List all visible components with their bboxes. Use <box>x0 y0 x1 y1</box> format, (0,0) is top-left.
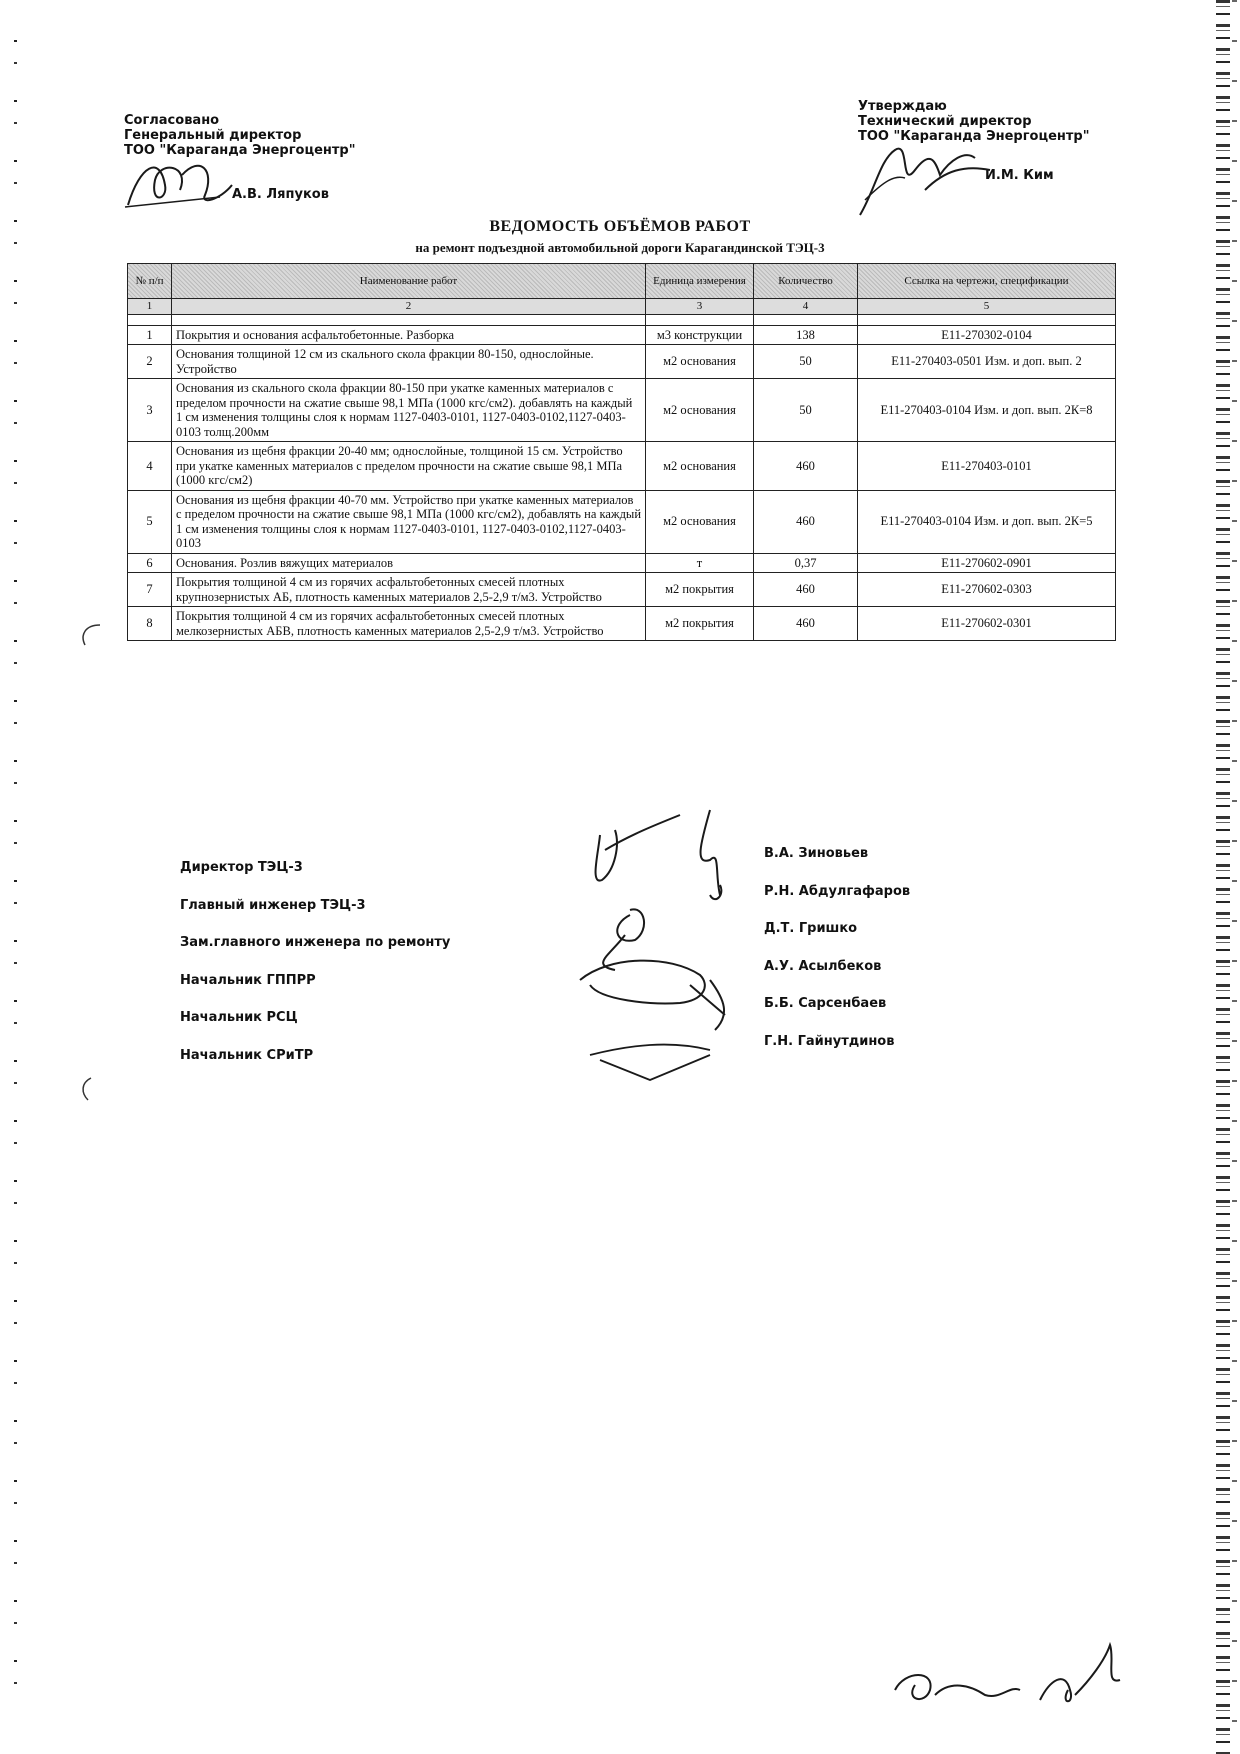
work-name-cell: Основания из щебня фракции 40-70 мм. Устройство при укатке каменных материалов с пределом прочности на сжатие свыше 98,1 МПа (1000 кгс/см2), добавлять на каждый 1 см изменения толщины слоя к нормам 1127-0403-0101, 1127-0403-0102,1127-0403-0103 <box>172 490 646 553</box>
quantity-cell: 460 <box>754 442 858 491</box>
col-number: 3 <box>646 299 754 315</box>
signatory-position: Директор ТЭЦ-3 <box>180 860 303 875</box>
approval-left-line3: ТОО "Караганда Энергоцентр" <box>124 143 356 158</box>
table-row <box>128 345 1116 379</box>
unit-cell: м2 основания <box>646 490 754 553</box>
header-ref: Ссылка на чертежи, спецификации <box>858 264 1116 299</box>
quantity-cell: 50 <box>754 379 858 442</box>
reference-cell: Е11-270403-0501 Изм. и доп. вып. 2 <box>858 345 1116 379</box>
reference-cell: Е11-270602-0301 <box>858 607 1116 641</box>
row-number-cell: 5 <box>128 490 172 553</box>
row-number-cell: 1 <box>128 325 172 345</box>
work-name-cell: Покрытия толщиной 4 см из горячих асфальтобетонных смесей плотных мелкозернистых АБВ, плотность каменных материалов 2,5-2,9 т/м3. Устройство <box>172 607 646 641</box>
table-row <box>128 573 1116 607</box>
unit-cell: м3 конструкции <box>646 325 754 345</box>
quantity-cell: 0,37 <box>754 553 858 573</box>
unit-cell: м2 покрытия <box>646 573 754 607</box>
work-name-cell: Основания из скального скола фракции 80-150 при укатке каменных материалов с пределом прочности на сжатие свыше 98,1 МПа (1000 кгс/см2). добавлять на каждый 1 см изменения толщины слоя к нормам 1127-0403-0101, 1127-0403-0102,1127-0403-0103 толщ.200мм <box>172 379 646 442</box>
signatory-position: Главный инженер ТЭЦ-3 <box>180 897 366 913</box>
signatory-name: Д.Т. Гришко <box>764 921 858 936</box>
quantity-cell: 460 <box>754 573 858 607</box>
reference-cell: Е11-270403-0101 <box>858 442 1116 491</box>
unit-cell: м2 основания <box>646 379 754 442</box>
scan-edge-right-marks <box>1232 0 1237 1754</box>
col-number: 2 <box>172 299 646 315</box>
signature-left <box>120 145 240 215</box>
signatory-name: Р.Н. Абдулгафаров <box>764 883 911 899</box>
positions-column <box>180 860 500 1085</box>
row-number-cell: 3 <box>128 379 172 442</box>
row-number-cell: 4 <box>128 442 172 491</box>
blank-row <box>128 314 1116 325</box>
margin-mark <box>75 620 105 650</box>
signatory-name: А.У. Асылбеков <box>764 958 882 974</box>
column-number-row <box>128 299 1116 315</box>
document-title: ВЕДОМОСТЬ ОБЪЁМОВ РАБОТ <box>489 218 751 235</box>
names-column <box>764 846 984 1071</box>
signatory-position: Зам.главного инженера по ремонту <box>180 935 451 950</box>
work-name-cell: Основания из щебня фракции 20-40 мм; однослойные, толщиной 15 см. Устройство при укатке каменных материалов с пределом прочности на сжатие свыше 98,1 МПа (1000 кгс/см2) <box>172 442 646 491</box>
col-number: 5 <box>858 299 1116 315</box>
scan-edge-left <box>14 40 17 1700</box>
signature-right <box>855 130 995 230</box>
reference-cell: Е11-270602-0303 <box>858 573 1116 607</box>
quantity-cell: 460 <box>754 490 858 553</box>
reference-cell: Е11-270602-0901 <box>858 553 1116 573</box>
quantity-cell: 460 <box>754 607 858 641</box>
approval-left-name: А.В. Ляпуков <box>232 187 329 202</box>
col-number: 4 <box>754 299 858 315</box>
reference-cell: Е11-270302-0104 <box>858 325 1116 345</box>
table-row <box>128 490 1116 553</box>
col-number: 1 <box>128 299 172 315</box>
signatory-name: Б.Б. Сарсенбаев <box>764 996 887 1011</box>
header-name: Наименование работ <box>172 264 646 299</box>
quantity-cell: 50 <box>754 345 858 379</box>
signatory-name: В.А. Зиновьев <box>764 846 869 861</box>
unit-cell: т <box>646 553 754 573</box>
signatures-committee <box>560 805 760 1105</box>
approval-right-line2: Технический директор <box>858 114 1032 129</box>
header-qty: Количество <box>754 264 858 299</box>
signatory-position: Начальник ГППРР <box>180 972 316 988</box>
approval-right-line3: ТОО "Караганда Энергоцентр" <box>858 129 1090 144</box>
reference-cell: Е11-270403-0104 Изм. и доп. вып. 2К=5 <box>858 490 1116 553</box>
header-unit: Единица измерения <box>646 264 754 299</box>
scan-edge-right <box>1216 0 1230 1754</box>
work-name-cell: Покрытия и основания асфальтобетонные. Разборка <box>172 325 646 345</box>
approval-right-line1: Утверждаю <box>858 99 947 114</box>
work-name-cell: Основания. Розлив вяжущих материалов <box>172 553 646 573</box>
document-subtitle: на ремонт подъездной автомобильной дороги Карагандинской ТЭЦ-3 <box>415 240 825 255</box>
unit-cell: м2 основания <box>646 442 754 491</box>
approval-right-name: И.М. Ким <box>985 168 1054 183</box>
table-row <box>128 379 1116 442</box>
row-number-cell: 7 <box>128 573 172 607</box>
table-header-row <box>128 264 1116 299</box>
page-initials <box>890 1640 1150 1720</box>
works-table <box>127 263 1116 641</box>
table-row <box>128 607 1116 641</box>
unit-cell: м2 основания <box>646 345 754 379</box>
quantity-cell: 138 <box>754 325 858 345</box>
work-name-cell: Покрытия толщиной 4 см из горячих асфальтобетонных смесей плотных крупнозернистых АБ, плотность каменных материалов 2,5-2,9 т/м3. Устройство <box>172 573 646 607</box>
signatory-name: Г.Н. Гайнутдинов <box>764 1033 895 1049</box>
margin-mark <box>76 1075 96 1105</box>
table-row <box>128 442 1116 491</box>
approval-left-line1: Согласовано <box>124 113 220 128</box>
signatory-position: Начальник СРиТР <box>180 1047 314 1063</box>
row-number-cell: 8 <box>128 607 172 641</box>
row-number-cell: 6 <box>128 553 172 573</box>
table-row <box>128 553 1116 573</box>
row-number-cell: 2 <box>128 345 172 379</box>
unit-cell: м2 покрытия <box>646 607 754 641</box>
signatory-position: Начальник РСЦ <box>180 1010 298 1025</box>
header-num: № п/п <box>128 264 172 299</box>
work-name-cell: Основания толщиной 12 см из скального скола фракции 80-150, однослойные. Устройство <box>172 345 646 379</box>
table-row <box>128 325 1116 345</box>
approval-left-line2: Генеральный директор <box>124 128 302 143</box>
reference-cell: Е11-270403-0104 Изм. и доп. вып. 2К=8 <box>858 379 1116 442</box>
